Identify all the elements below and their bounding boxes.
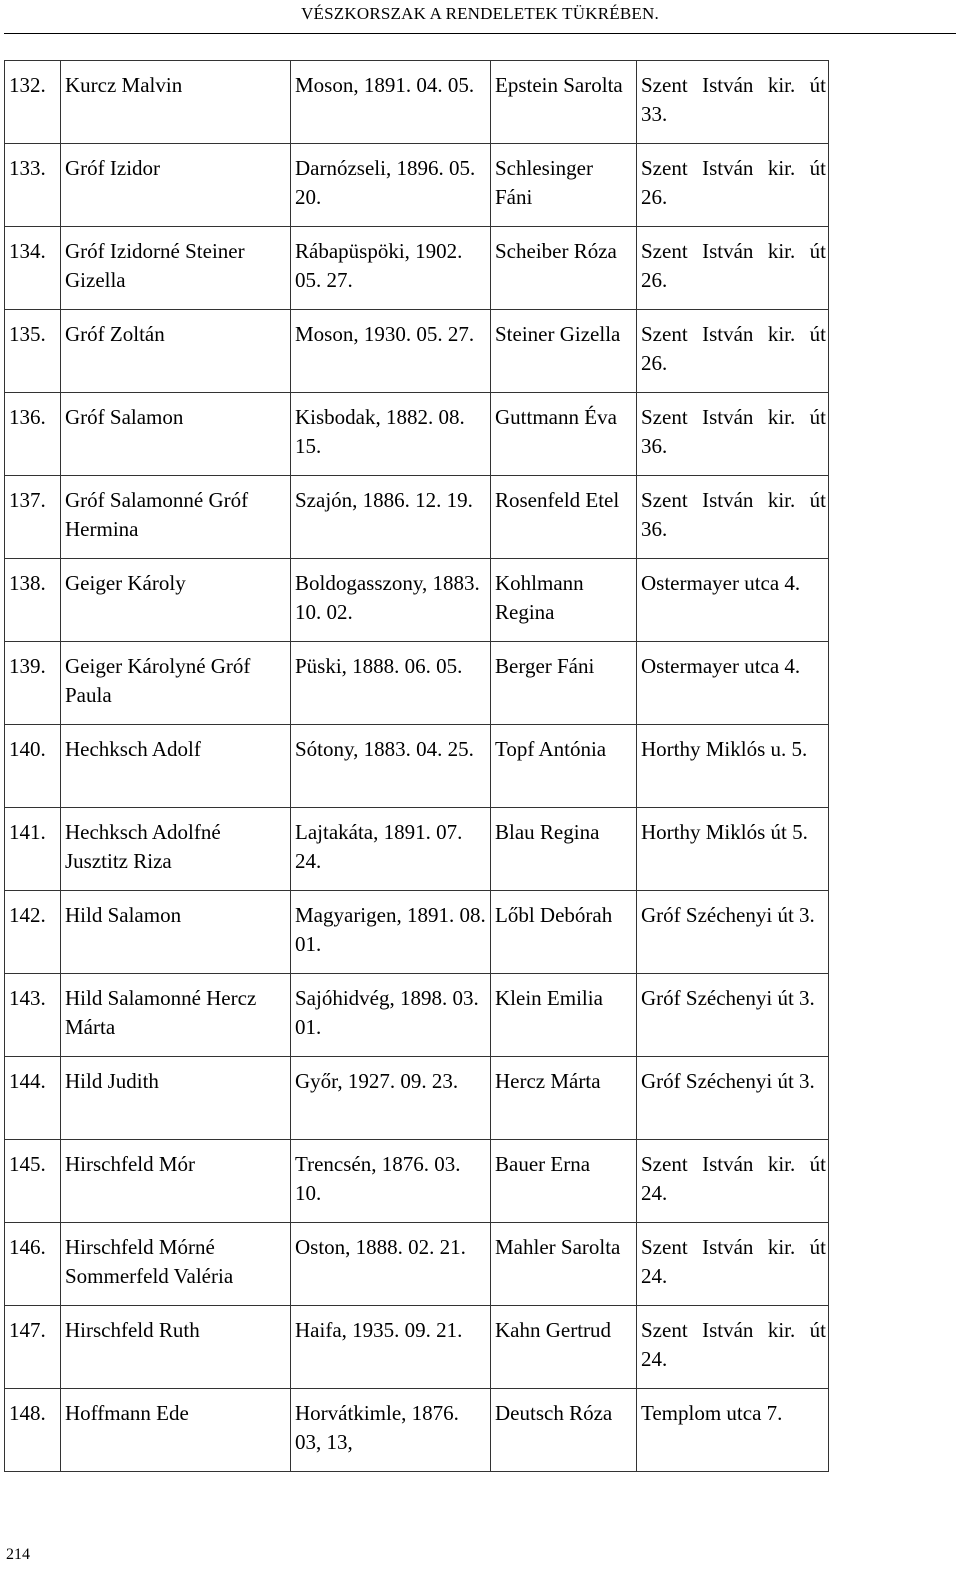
person-name-cell: Hild Salamonné Hercz Márta [61, 974, 291, 1057]
address-cell: Szent István kir. út 24. [637, 1223, 829, 1306]
address-cell: Gróf Széchenyi út 3. [637, 891, 829, 974]
address-cell: Szent István kir. út 26. [637, 310, 829, 393]
person-name-cell: Kurcz Malvin [61, 61, 291, 144]
mother-name-cell: Scheiber Róza [491, 227, 637, 310]
row-number-cell: 140. [5, 725, 61, 808]
birth-place-date-cell: Kisbodak, 1882. 08. 15. [291, 393, 491, 476]
row-number-cell: 139. [5, 642, 61, 725]
person-name-cell: Hechksch Adolf [61, 725, 291, 808]
birth-place-date-cell: Magyarigen, 1891. 08. 01. [291, 891, 491, 974]
birth-place-date-cell: Boldogasszony, 1883. 10. 02. [291, 559, 491, 642]
mother-name-cell: Blau Regina [491, 808, 637, 891]
table-row [5, 1306, 829, 1389]
row-number-cell: 138. [5, 559, 61, 642]
table-row [5, 476, 829, 559]
row-number-cell: 132. [5, 61, 61, 144]
person-name-cell: Gróf Salamon [61, 393, 291, 476]
birth-place-date-cell: Győr, 1927. 09. 23. [291, 1057, 491, 1140]
person-name-cell: Hild Salamon [61, 891, 291, 974]
mother-name-cell: Bauer Erna [491, 1140, 637, 1223]
running-header: VÉSZKORSZAK A RENDELETEK TÜKRÉBEN. [301, 4, 659, 23]
mother-name-cell: Steiner Gizella [491, 310, 637, 393]
birth-place-date-cell: Sajóhidvég, 1898. 03. 01. [291, 974, 491, 1057]
row-number-cell: 142. [5, 891, 61, 974]
mother-name-cell: Topf Antónia [491, 725, 637, 808]
row-number-cell: 147. [5, 1306, 61, 1389]
address-cell: Horthy Miklós út 5. [637, 808, 829, 891]
birth-place-date-cell: Lajtakáta, 1891. 07. 24. [291, 808, 491, 891]
birth-place-date-cell: Püski, 1888. 06. 05. [291, 642, 491, 725]
header-rule [4, 33, 956, 34]
address-cell: Szent István kir. út 26. [637, 144, 829, 227]
row-number-cell: 134. [5, 227, 61, 310]
mother-name-cell: Berger Fáni [491, 642, 637, 725]
address-cell: Gróf Széchenyi út 3. [637, 974, 829, 1057]
table-row [5, 393, 829, 476]
address-cell: Szent István kir. út 26. [637, 227, 829, 310]
mother-name-cell: Lőbl Debórah [491, 891, 637, 974]
mother-name-cell: Klein Emilia [491, 974, 637, 1057]
mother-name-cell: Hercz Márta [491, 1057, 637, 1140]
person-name-cell: Hoffmann Ede [61, 1389, 291, 1472]
mother-name-cell: Epstein Sarolta [491, 61, 637, 144]
birth-place-date-cell: Darnózseli, 1896. 05. 20. [291, 144, 491, 227]
mother-name-cell: Mahler Sarolta [491, 1223, 637, 1306]
row-number-cell: 144. [5, 1057, 61, 1140]
birth-place-date-cell: Sótony, 1883. 04. 25. [291, 725, 491, 808]
row-number-cell: 135. [5, 310, 61, 393]
register-table [4, 60, 829, 1472]
table-row [5, 144, 829, 227]
table-row [5, 1057, 829, 1140]
address-cell: Szent István kir. út 36. [637, 393, 829, 476]
mother-name-cell: Kahn Gertrud [491, 1306, 637, 1389]
person-name-cell: Hechksch Adolfné Jusztitz Riza [61, 808, 291, 891]
row-number-cell: 145. [5, 1140, 61, 1223]
address-cell: Szent István kir. út 24. [637, 1306, 829, 1389]
person-name-cell: Hirschfeld Mór [61, 1140, 291, 1223]
birth-place-date-cell: Rábapüspöki, 1902. 05. 27. [291, 227, 491, 310]
row-number-cell: 141. [5, 808, 61, 891]
person-name-cell: Geiger Károlyné Gróf Paula [61, 642, 291, 725]
address-cell: Szent István kir. út 33. [637, 61, 829, 144]
birth-place-date-cell: Moson, 1930. 05. 27. [291, 310, 491, 393]
table-row [5, 227, 829, 310]
row-number-cell: 136. [5, 393, 61, 476]
table-row [5, 310, 829, 393]
person-name-cell: Hild Judith [61, 1057, 291, 1140]
address-cell: Szent István kir. út 36. [637, 476, 829, 559]
person-name-cell: Gróf Izidorné Steiner Gizella [61, 227, 291, 310]
row-number-cell: 133. [5, 144, 61, 227]
table-row [5, 61, 829, 144]
address-cell: Ostermayer utca 4. [637, 559, 829, 642]
person-name-cell: Hirschfeld Mórné Sommerfeld Valéria [61, 1223, 291, 1306]
table-row [5, 1140, 829, 1223]
address-cell: Templom utca 7. [637, 1389, 829, 1472]
birth-place-date-cell: Horvátkimle, 1876. 03, 13, [291, 1389, 491, 1472]
person-name-cell: Geiger Károly [61, 559, 291, 642]
table-row [5, 642, 829, 725]
address-cell: Horthy Miklós u. 5. [637, 725, 829, 808]
address-cell: Gróf Széchenyi út 3. [637, 1057, 829, 1140]
table-row [5, 974, 829, 1057]
row-number-cell: 146. [5, 1223, 61, 1306]
birth-place-date-cell: Oston, 1888. 02. 21. [291, 1223, 491, 1306]
table-row [5, 1223, 829, 1306]
table-row [5, 1389, 829, 1472]
table-row [5, 891, 829, 974]
mother-name-cell: Guttmann Éva [491, 393, 637, 476]
person-name-cell: Gróf Salamonné Gróf Hermina [61, 476, 291, 559]
table-row [5, 725, 829, 808]
page-number: 214 [6, 1546, 30, 1563]
table-row [5, 559, 829, 642]
row-number-cell: 148. [5, 1389, 61, 1472]
birth-place-date-cell: Haifa, 1935. 09. 21. [291, 1306, 491, 1389]
address-cell: Szent István kir. út 24. [637, 1140, 829, 1223]
mother-name-cell: Rosenfeld Etel [491, 476, 637, 559]
mother-name-cell: Schlesinger Fáni [491, 144, 637, 227]
person-name-cell: Gróf Zoltán [61, 310, 291, 393]
birth-place-date-cell: Trencsén, 1876. 03. 10. [291, 1140, 491, 1223]
row-number-cell: 137. [5, 476, 61, 559]
person-name-cell: Gróf Izidor [61, 144, 291, 227]
mother-name-cell: Deutsch Róza [491, 1389, 637, 1472]
row-number-cell: 143. [5, 974, 61, 1057]
birth-place-date-cell: Moson, 1891. 04. 05. [291, 61, 491, 144]
mother-name-cell: Kohlmann Regina [491, 559, 637, 642]
person-name-cell: Hirschfeld Ruth [61, 1306, 291, 1389]
address-cell: Ostermayer utca 4. [637, 642, 829, 725]
table-row [5, 808, 829, 891]
birth-place-date-cell: Szajón, 1886. 12. 19. [291, 476, 491, 559]
